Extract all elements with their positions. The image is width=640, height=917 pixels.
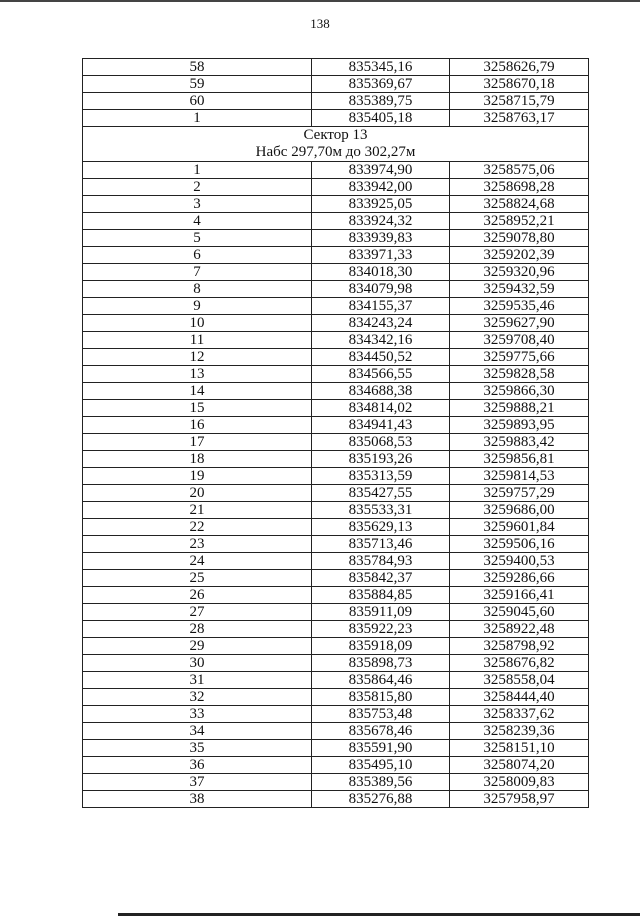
y-coordinate-cell: 3258698,28 <box>450 179 589 196</box>
rows-after-sector <box>83 162 589 808</box>
y-coordinate-cell: 3259166,41 <box>450 587 589 604</box>
y-coordinate-cell: 3258824,68 <box>450 196 589 213</box>
table-row <box>83 502 589 519</box>
x-coordinate-cell: 835815,80 <box>312 689 450 706</box>
point-number-cell: 60 <box>83 93 312 110</box>
point-number-cell: 34 <box>83 723 312 740</box>
y-coordinate-cell: 3259775,66 <box>450 349 589 366</box>
table-row <box>83 672 589 689</box>
y-coordinate-cell: 3259866,30 <box>450 383 589 400</box>
table-row <box>83 519 589 536</box>
point-number-cell: 16 <box>83 417 312 434</box>
table-row <box>83 179 589 196</box>
point-number-cell: 36 <box>83 757 312 774</box>
y-coordinate-cell: 3259400,53 <box>450 553 589 570</box>
table-row <box>83 468 589 485</box>
y-coordinate-cell: 3259888,21 <box>450 400 589 417</box>
point-number-cell: 12 <box>83 349 312 366</box>
x-coordinate-cell: 835911,09 <box>312 604 450 621</box>
table-row <box>83 400 589 417</box>
y-coordinate-cell: 3258763,17 <box>450 110 589 127</box>
x-coordinate-cell: 834018,30 <box>312 264 450 281</box>
x-coordinate-cell: 833942,00 <box>312 179 450 196</box>
x-coordinate-cell: 833974,90 <box>312 162 450 179</box>
point-number-cell: 59 <box>83 76 312 93</box>
y-coordinate-cell: 3259320,96 <box>450 264 589 281</box>
table-row <box>83 281 589 298</box>
table-row <box>83 110 589 127</box>
x-coordinate-cell: 834342,16 <box>312 332 450 349</box>
table-row <box>83 59 589 76</box>
y-coordinate-cell: 3258676,82 <box>450 655 589 672</box>
page-number: 138 <box>310 16 330 31</box>
table-row <box>83 689 589 706</box>
sector-subtitle: Набс 297,70м до 302,27м <box>255 144 416 160</box>
point-number-cell: 7 <box>83 264 312 281</box>
y-coordinate-cell: 3258151,10 <box>450 740 589 757</box>
x-coordinate-cell: 834243,24 <box>312 315 450 332</box>
rows-before-sector <box>83 59 589 127</box>
point-number-cell: 22 <box>83 519 312 536</box>
y-coordinate-cell: 3258074,20 <box>450 757 589 774</box>
table-row <box>83 638 589 655</box>
y-coordinate-cell: 3258444,40 <box>450 689 589 706</box>
y-coordinate-cell: 3259045,60 <box>450 604 589 621</box>
point-number-cell: 35 <box>83 740 312 757</box>
point-number-cell: 8 <box>83 281 312 298</box>
point-number-cell: 28 <box>83 621 312 638</box>
y-coordinate-cell: 3259856,81 <box>450 451 589 468</box>
table-row <box>83 162 589 179</box>
y-coordinate-cell: 3257958,97 <box>450 791 589 808</box>
table-row <box>83 417 589 434</box>
sector-title: Сектор 13 <box>303 127 368 143</box>
point-number-cell: 10 <box>83 315 312 332</box>
table-row <box>83 757 589 774</box>
point-number-cell: 9 <box>83 298 312 315</box>
y-coordinate-cell: 3259202,39 <box>450 247 589 264</box>
sector-header-cell <box>83 127 589 162</box>
y-coordinate-cell: 3259432,59 <box>450 281 589 298</box>
y-coordinate-cell: 3259814,53 <box>450 468 589 485</box>
scan-edge-top <box>0 0 640 2</box>
y-coordinate-cell: 3259506,16 <box>450 536 589 553</box>
point-number-cell: 4 <box>83 213 312 230</box>
scan-edge-bottom <box>118 913 640 916</box>
point-number-cell: 11 <box>83 332 312 349</box>
table-row <box>83 264 589 281</box>
table-row <box>83 383 589 400</box>
y-coordinate-cell: 3259883,42 <box>450 434 589 451</box>
table-row <box>83 366 589 383</box>
point-number-cell: 15 <box>83 400 312 417</box>
point-number-cell: 19 <box>83 468 312 485</box>
y-coordinate-cell: 3259078,80 <box>450 230 589 247</box>
table-row <box>83 587 589 604</box>
point-number-cell: 1 <box>83 110 312 127</box>
point-number-cell: 38 <box>83 791 312 808</box>
x-coordinate-cell: 833971,33 <box>312 247 450 264</box>
table-row <box>83 485 589 502</box>
x-coordinate-cell: 834079,98 <box>312 281 450 298</box>
x-coordinate-cell: 835276,88 <box>312 791 450 808</box>
y-coordinate-cell: 3259893,95 <box>450 417 589 434</box>
y-coordinate-cell: 3258337,62 <box>450 706 589 723</box>
y-coordinate-cell: 3258952,21 <box>450 213 589 230</box>
sector-header-group <box>83 127 589 162</box>
y-coordinate-cell: 3259627,90 <box>450 315 589 332</box>
table-row <box>83 213 589 230</box>
y-coordinate-cell: 3258009,83 <box>450 774 589 791</box>
table-row <box>83 570 589 587</box>
table-row <box>83 723 589 740</box>
x-coordinate-cell: 835389,56 <box>312 774 450 791</box>
table-row <box>83 349 589 366</box>
x-coordinate-cell: 835068,53 <box>312 434 450 451</box>
table-row <box>83 706 589 723</box>
y-coordinate-cell: 3259286,66 <box>450 570 589 587</box>
x-coordinate-cell: 835193,26 <box>312 451 450 468</box>
y-coordinate-cell: 3259708,40 <box>450 332 589 349</box>
table-row <box>83 93 589 110</box>
y-coordinate-cell: 3258715,79 <box>450 93 589 110</box>
table-row <box>83 621 589 638</box>
x-coordinate-cell: 833939,83 <box>312 230 450 247</box>
y-coordinate-cell: 3259828,58 <box>450 366 589 383</box>
point-number-cell: 3 <box>83 196 312 213</box>
x-coordinate-cell: 835898,73 <box>312 655 450 672</box>
x-coordinate-cell: 835753,48 <box>312 706 450 723</box>
table-row <box>83 536 589 553</box>
x-coordinate-cell: 835345,16 <box>312 59 450 76</box>
y-coordinate-cell: 3258626,79 <box>450 59 589 76</box>
sector-header-row <box>83 127 589 162</box>
table-row <box>83 298 589 315</box>
table-row <box>83 196 589 213</box>
table-row <box>83 247 589 264</box>
y-coordinate-cell: 3258922,48 <box>450 621 589 638</box>
table-row <box>83 434 589 451</box>
y-coordinate-cell: 3259601,84 <box>450 519 589 536</box>
point-number-cell: 2 <box>83 179 312 196</box>
point-number-cell: 24 <box>83 553 312 570</box>
point-number-cell: 5 <box>83 230 312 247</box>
x-coordinate-cell: 835591,90 <box>312 740 450 757</box>
x-coordinate-cell: 835369,67 <box>312 76 450 93</box>
table-row <box>83 655 589 672</box>
x-coordinate-cell: 835533,31 <box>312 502 450 519</box>
table-row <box>83 451 589 468</box>
x-coordinate-cell: 835405,18 <box>312 110 450 127</box>
x-coordinate-cell: 834941,43 <box>312 417 450 434</box>
table-row <box>83 230 589 247</box>
point-number-cell: 33 <box>83 706 312 723</box>
point-number-cell: 6 <box>83 247 312 264</box>
table-row <box>83 604 589 621</box>
x-coordinate-cell: 833924,32 <box>312 213 450 230</box>
x-coordinate-cell: 835313,59 <box>312 468 450 485</box>
table-row <box>83 740 589 757</box>
y-coordinate-cell: 3258239,36 <box>450 723 589 740</box>
y-coordinate-cell: 3259535,46 <box>450 298 589 315</box>
y-coordinate-cell: 3258558,04 <box>450 672 589 689</box>
y-coordinate-cell: 3259686,00 <box>450 502 589 519</box>
y-coordinate-cell: 3258575,06 <box>450 162 589 179</box>
x-coordinate-cell: 834688,38 <box>312 383 450 400</box>
point-number-cell: 30 <box>83 655 312 672</box>
x-coordinate-cell: 834566,55 <box>312 366 450 383</box>
point-number-cell: 32 <box>83 689 312 706</box>
table-row <box>83 553 589 570</box>
y-coordinate-cell: 3259757,29 <box>450 485 589 502</box>
x-coordinate-cell: 835842,37 <box>312 570 450 587</box>
y-coordinate-cell: 3258670,18 <box>450 76 589 93</box>
x-coordinate-cell: 835864,46 <box>312 672 450 689</box>
table-row <box>83 791 589 808</box>
point-number-cell: 31 <box>83 672 312 689</box>
x-coordinate-cell: 835713,46 <box>312 536 450 553</box>
point-number-cell: 23 <box>83 536 312 553</box>
x-coordinate-cell: 835884,85 <box>312 587 450 604</box>
point-number-cell: 37 <box>83 774 312 791</box>
x-coordinate-cell: 835427,55 <box>312 485 450 502</box>
point-number-cell: 26 <box>83 587 312 604</box>
table-row <box>83 332 589 349</box>
table-row <box>83 774 589 791</box>
table-row <box>83 76 589 93</box>
x-coordinate-cell: 835678,46 <box>312 723 450 740</box>
x-coordinate-cell: 835495,10 <box>312 757 450 774</box>
point-number-cell: 21 <box>83 502 312 519</box>
point-number-cell: 17 <box>83 434 312 451</box>
x-coordinate-cell: 835784,93 <box>312 553 450 570</box>
x-coordinate-cell: 835922,23 <box>312 621 450 638</box>
point-number-cell: 14 <box>83 383 312 400</box>
point-number-cell: 58 <box>83 59 312 76</box>
x-coordinate-cell: 834814,02 <box>312 400 450 417</box>
point-number-cell: 27 <box>83 604 312 621</box>
point-number-cell: 20 <box>83 485 312 502</box>
x-coordinate-cell: 835629,13 <box>312 519 450 536</box>
point-number-cell: 25 <box>83 570 312 587</box>
point-number-cell: 29 <box>83 638 312 655</box>
point-number-cell: 18 <box>83 451 312 468</box>
y-coordinate-cell: 3258798,92 <box>450 638 589 655</box>
table-row <box>83 315 589 332</box>
x-coordinate-cell: 833925,05 <box>312 196 450 213</box>
x-coordinate-cell: 834450,52 <box>312 349 450 366</box>
x-coordinate-cell: 835389,75 <box>312 93 450 110</box>
point-number-cell: 1 <box>83 162 312 179</box>
coordinates-table <box>82 58 589 808</box>
point-number-cell: 13 <box>83 366 312 383</box>
x-coordinate-cell: 835918,09 <box>312 638 450 655</box>
x-coordinate-cell: 834155,37 <box>312 298 450 315</box>
